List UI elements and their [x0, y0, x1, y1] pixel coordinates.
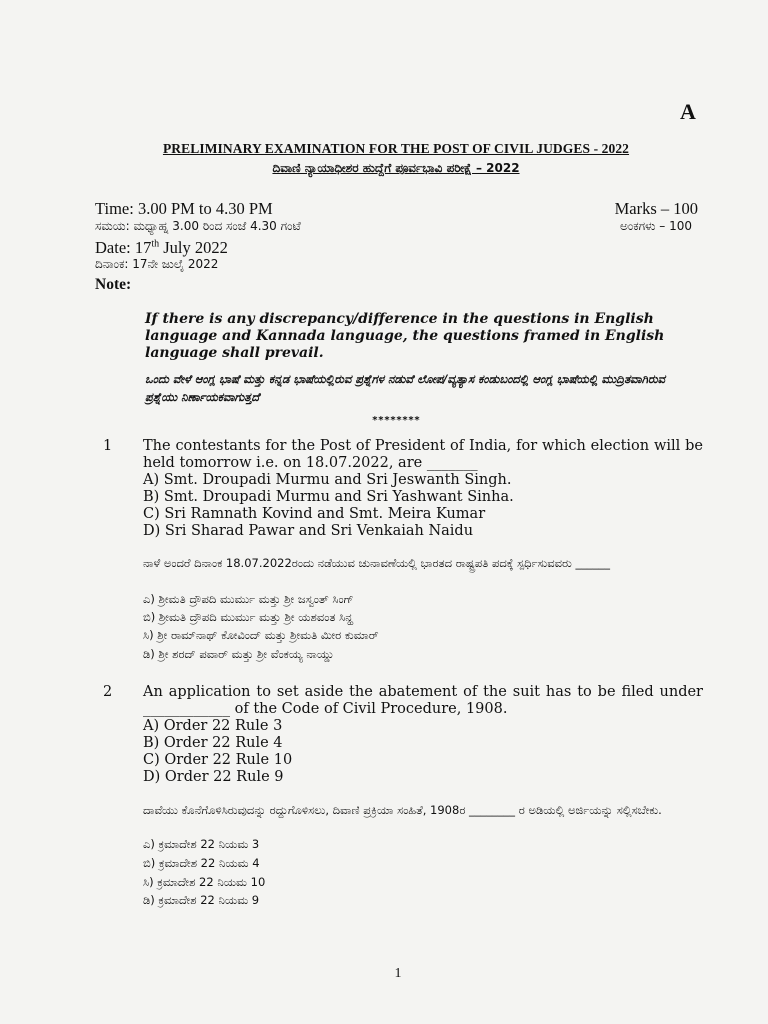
question-1-option-b: B) Smt. Droupadi Murmu and Sri Yashwant Sinha. [143, 489, 514, 505]
exam-marks-kannada: ಅಂಕಗಳು – 100 [620, 219, 692, 233]
question-1-option-b-kannada: ಬಿ) ಶ್ರೀಮತಿ ದ್ರೌಪದಿ ಮುರ್ಮು ಮತ್ತು ಶ್ರೀ ಯಶವಂತ ಸಿನ್ಹ [143, 610, 354, 624]
question-1-option-d-kannada: ಡಿ) ಶ್ರೀ ಶರದ್ ಪವಾರ್ ಮತ್ತು ಶ್ರೀ ವೆಂಕಯ್ಯ ನಾಯ್ಡು [143, 647, 335, 661]
section-separator: ******** [371, 415, 421, 426]
question-1-option-d: D) Sri Sharad Pawar and Sri Venkaiah Naidu [143, 523, 474, 539]
question-2-option-d-kannada: ಡಿ) ಕ್ರಮಾದೇಶ 22 ನಿಯಮ 9 [143, 893, 260, 907]
note-label: Note: [95, 276, 132, 293]
question-2-option-d: D) Order 22 Rule 9 [143, 769, 284, 785]
question-2-option-a-kannada: ಎ) ಕ್ರಮಾದೇಶ 22 ನಿಯಮ 3 [143, 837, 260, 851]
question-1-text-kannada: ನಾಳೆ ಅಂದರೆ ದಿನಾಂಕ 18.07.2022ರಂದು ನಡೆಯುವ ಚುನಾವಣೆಯಲ್ಲಿ ಭಾರತದ ರಾಷ್ಟ್ರಪತಿ ಪದಕ್ಕೆ ಸ್ಪರ್ಧಿಸುವವರು ______ [143, 556, 610, 570]
question-1-number: 1 [103, 438, 113, 454]
question-2-option-b-kannada: ಬಿ) ಕ್ರಮಾದೇಶ 22 ನಿಯಮ 4 [143, 856, 260, 870]
question-2-text: An application to set aside the abatement of the suit has to be filed under ____________ of the Code of Civil Procedure, 1908. [143, 684, 703, 717]
exam-date: Date: 17th July 2022 [95, 238, 228, 257]
question-set-letter: A [680, 99, 696, 124]
question-1-option-c: C) Sri Ramnath Kovind and Smt. Meira Kumar [143, 506, 486, 522]
question-2-text-kannada: ದಾವೆಯು ಕೊನೆಗೊಳಿಸಿರುವುದನ್ನು ರದ್ದುಗೊಳಿಸಲು, ದಿವಾಣಿ ಪ್ರಕ್ರಿಯಾ ಸಂಹಿತೆ, 1908ರ ________ ರ ಅಡಿಯಲ್ಲಿ ಅರ್ಜಿಯನ್ನು ಸಲ್ಲಿಸಬೇಕು. [143, 803, 662, 817]
page-number: 1 [394, 966, 402, 981]
question-2-number: 2 [103, 684, 113, 700]
exam-date-kannada: ದಿನಾಂಕ: 17ನೇ ಜುಲೈ 2022 [95, 257, 219, 271]
exam-marks: Marks – 100 [614, 199, 698, 218]
question-2-option-a: A) Order 22 Rule 3 [143, 718, 283, 734]
question-2-option-c-kannada: ಸಿ) ಕ್ರಮಾದೇಶ 22 ನಿಯಮ 10 [143, 875, 266, 889]
question-2-option-b: B) Order 22 Rule 4 [143, 735, 283, 751]
note-text-english: If there is any discrepancy/difference in the questions in English language and Kannada language, the questions framed in English language shall prevail. [145, 311, 665, 361]
question-1-option-a-kannada: ಎ) ಶ್ರೀಮತಿ ದ್ರೌಪದಿ ಮುರ್ಮು ಮತ್ತು ಶ್ರೀ ಜಸ್ವಂತ್ ಸಿಂಗ್ [143, 592, 354, 606]
question-1-text: The contestants for the Post of President of India, for which election will be held tomorrow i.e. on 18.07.2022, are _______ [143, 438, 703, 471]
question-1-option-c-kannada: ಸಿ) ಶ್ರೀ ರಾಮ್‌ನಾಥ್ ಕೋವಿಂದ್ ಮತ್ತು ಶ್ರೀಮತಿ ಮೀರ ಕುಮಾರ್ [143, 628, 379, 642]
exam-time-kannada: ಸಮಯ: ಮಧ್ಯಾಹ್ನ 3.00 ರಿಂದ ಸಂಜೆ 4.30 ಗಂಟೆ [95, 219, 301, 233]
exam-title-english: PRELIMINARY EXAMINATION FOR THE POST OF CIVIL JUDGES - 2022 [162, 141, 630, 156]
question-2-option-c: C) Order 22 Rule 10 [143, 752, 293, 768]
note-text-kannada: ಒಂದು ವೇಳೆ ಆಂಗ್ಲ ಭಾಷೆ ಮತ್ತು ಕನ್ನಡ ಭಾಷೆಯಲ್ಲಿರುವ ಪ್ರಶ್ನೆಗಳ ನಡುವೆ ಲೋಪ/ವ್ಯತ್ಯಾಸ ಕಂಡುಬಂದಲ್ಲಿ ಆಂಗ್ಲ ಭಾಷೆಯಲ್ಲಿ ಮುದ್ರಿತವಾಗಿರುವ ಪ್ರಶ್ನೆಯು ನಿರ್ಣಾಯಕವಾಗುತ್ತದೆ [145, 372, 666, 404]
question-1-option-a: A) Smt. Droupadi Murmu and Sri Jeswanth Singh. [143, 472, 512, 488]
exam-time: Time: 3.00 PM to 4.30 PM [95, 199, 273, 218]
exam-title-kannada: ದಿವಾಣಿ ನ್ಯಾಯಾಧೀಶರ ಹುದ್ದೆಗೆ ಪೂರ್ವಭಾವಿ ಪರೀಕ್ಷೆ – 2022 [272, 161, 520, 175]
